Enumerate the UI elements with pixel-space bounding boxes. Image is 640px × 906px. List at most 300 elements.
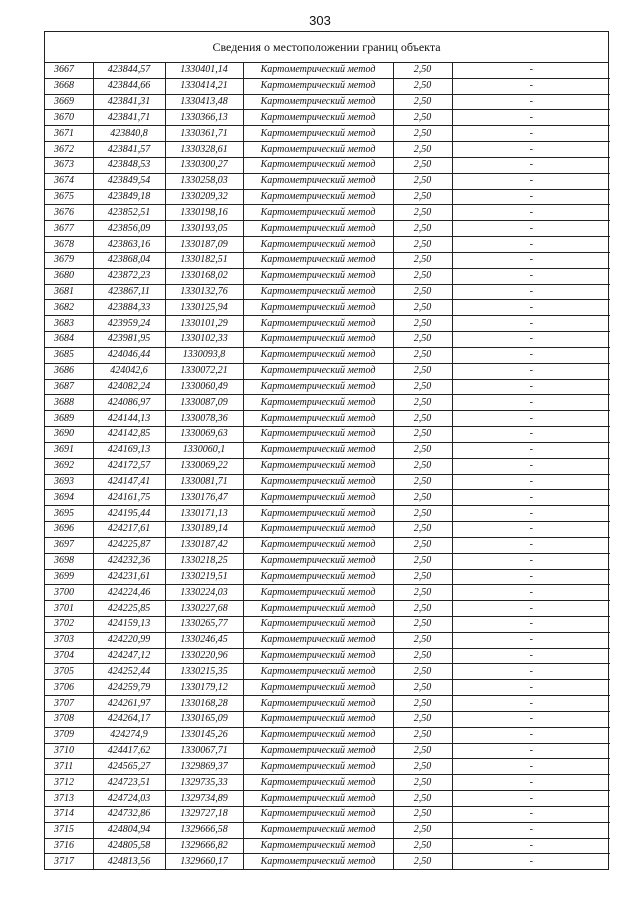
point-number-cell: 3717	[45, 854, 93, 869]
method-cell: Картометрический метод	[243, 490, 393, 506]
x-coordinate-cell: 424217,61	[93, 522, 165, 538]
table-row	[45, 759, 610, 775]
accuracy-cell: 2,50	[393, 189, 452, 205]
accuracy-cell: 2,50	[393, 332, 452, 348]
method-cell: Картометрический метод	[243, 648, 393, 664]
table-row	[45, 110, 610, 126]
description-cell: -	[452, 743, 610, 759]
method-cell: Картометрический метод	[243, 569, 393, 585]
point-number-cell: 3671	[45, 126, 93, 142]
x-coordinate-cell: 423841,71	[93, 110, 165, 126]
x-coordinate-cell: 424086,97	[93, 395, 165, 411]
point-number-cell: 3701	[45, 601, 93, 617]
y-coordinate-cell: 1329666,82	[165, 838, 243, 854]
y-coordinate-cell: 1329734,89	[165, 791, 243, 807]
method-cell: Картометрический метод	[243, 347, 393, 363]
table-row	[45, 284, 610, 300]
accuracy-cell: 2,50	[393, 474, 452, 490]
point-number-cell: 3670	[45, 110, 93, 126]
accuracy-cell: 2,50	[393, 522, 452, 538]
x-coordinate-cell: 424144,13	[93, 411, 165, 427]
accuracy-cell: 2,50	[393, 711, 452, 727]
y-coordinate-cell: 1330187,09	[165, 237, 243, 253]
table-row	[45, 791, 610, 807]
coordinates-table	[45, 63, 610, 869]
method-cell: Картометрический метод	[243, 806, 393, 822]
y-coordinate-cell: 1330060,49	[165, 379, 243, 395]
y-coordinate-cell: 1329735,33	[165, 775, 243, 791]
y-coordinate-cell: 1330227,68	[165, 601, 243, 617]
accuracy-cell: 2,50	[393, 506, 452, 522]
point-number-cell: 3709	[45, 727, 93, 743]
y-coordinate-cell: 1330179,12	[165, 680, 243, 696]
y-coordinate-cell: 1330069,63	[165, 427, 243, 443]
accuracy-cell: 2,50	[393, 648, 452, 664]
table-row	[45, 838, 610, 854]
y-coordinate-cell: 1330132,76	[165, 284, 243, 300]
y-coordinate-cell: 1330413,48	[165, 94, 243, 110]
x-coordinate-cell: 424042,6	[93, 363, 165, 379]
y-coordinate-cell: 1330168,28	[165, 696, 243, 712]
x-coordinate-cell: 423844,57	[93, 63, 165, 78]
table-row	[45, 63, 610, 78]
point-number-cell: 3672	[45, 142, 93, 158]
y-coordinate-cell: 1330189,14	[165, 522, 243, 538]
description-cell: -	[452, 142, 610, 158]
table-row	[45, 427, 610, 443]
table-row	[45, 221, 610, 237]
point-number-cell: 3675	[45, 189, 93, 205]
description-cell: -	[452, 284, 610, 300]
description-cell: -	[452, 490, 610, 506]
table-row	[45, 522, 610, 538]
y-coordinate-cell: 1330081,71	[165, 474, 243, 490]
description-cell: -	[452, 347, 610, 363]
description-cell: -	[452, 537, 610, 553]
table-row	[45, 632, 610, 648]
point-number-cell: 3706	[45, 680, 93, 696]
method-cell: Картометрический метод	[243, 395, 393, 411]
description-cell: -	[452, 759, 610, 775]
table-row	[45, 94, 610, 110]
point-number-cell: 3704	[45, 648, 93, 664]
table-row	[45, 616, 610, 632]
table-row	[45, 268, 610, 284]
section-title: Сведения о местоположении границ объекта	[45, 32, 608, 63]
y-coordinate-cell: 1330258,03	[165, 173, 243, 189]
description-cell: -	[452, 711, 610, 727]
point-number-cell: 3711	[45, 759, 93, 775]
accuracy-cell: 2,50	[393, 300, 452, 316]
description-cell: -	[452, 775, 610, 791]
point-number-cell: 3692	[45, 458, 93, 474]
accuracy-cell: 2,50	[393, 395, 452, 411]
point-number-cell: 3688	[45, 395, 93, 411]
point-number-cell: 3714	[45, 806, 93, 822]
method-cell: Картометрический метод	[243, 316, 393, 332]
y-coordinate-cell: 1330209,32	[165, 189, 243, 205]
point-number-cell: 3682	[45, 300, 93, 316]
y-coordinate-cell: 1330219,51	[165, 569, 243, 585]
x-coordinate-cell: 424259,79	[93, 680, 165, 696]
y-coordinate-cell: 1330171,13	[165, 506, 243, 522]
method-cell: Картометрический метод	[243, 664, 393, 680]
accuracy-cell: 2,50	[393, 316, 452, 332]
point-number-cell: 3674	[45, 173, 93, 189]
boundary-coordinates-sheet	[44, 31, 609, 870]
accuracy-cell: 2,50	[393, 632, 452, 648]
accuracy-cell: 2,50	[393, 759, 452, 775]
point-number-cell: 3696	[45, 522, 93, 538]
method-cell: Картометрический метод	[243, 727, 393, 743]
method-cell: Картометрический метод	[243, 94, 393, 110]
method-cell: Картометрический метод	[243, 237, 393, 253]
point-number-cell: 3699	[45, 569, 93, 585]
table-row	[45, 205, 610, 221]
description-cell: -	[452, 727, 610, 743]
x-coordinate-cell: 424169,13	[93, 442, 165, 458]
y-coordinate-cell: 1330176,47	[165, 490, 243, 506]
description-cell: -	[452, 363, 610, 379]
accuracy-cell: 2,50	[393, 284, 452, 300]
table-row	[45, 189, 610, 205]
table-row	[45, 173, 610, 189]
point-number-cell: 3669	[45, 94, 93, 110]
method-cell: Картометрический метод	[243, 458, 393, 474]
point-number-cell: 3691	[45, 442, 93, 458]
point-number-cell: 3673	[45, 157, 93, 173]
description-cell: -	[452, 442, 610, 458]
x-coordinate-cell: 423841,31	[93, 94, 165, 110]
table-row	[45, 252, 610, 268]
accuracy-cell: 2,50	[393, 94, 452, 110]
x-coordinate-cell: 423867,11	[93, 284, 165, 300]
point-number-cell: 3689	[45, 411, 93, 427]
y-coordinate-cell: 1330414,21	[165, 78, 243, 94]
y-coordinate-cell: 1330265,77	[165, 616, 243, 632]
y-coordinate-cell: 1330366,13	[165, 110, 243, 126]
y-coordinate-cell: 1330078,36	[165, 411, 243, 427]
accuracy-cell: 2,50	[393, 727, 452, 743]
description-cell: -	[452, 474, 610, 490]
point-number-cell: 3680	[45, 268, 93, 284]
table-row	[45, 316, 610, 332]
point-number-cell: 3676	[45, 205, 93, 221]
y-coordinate-cell: 1330328,61	[165, 142, 243, 158]
method-cell: Картометрический метод	[243, 173, 393, 189]
y-coordinate-cell: 1330087,09	[165, 395, 243, 411]
table-row	[45, 822, 610, 838]
point-number-cell: 3698	[45, 553, 93, 569]
x-coordinate-cell: 424224,46	[93, 585, 165, 601]
description-cell: -	[452, 78, 610, 94]
point-number-cell: 3697	[45, 537, 93, 553]
description-cell: -	[452, 379, 610, 395]
y-coordinate-cell: 1330168,02	[165, 268, 243, 284]
method-cell: Картометрический метод	[243, 759, 393, 775]
method-cell: Картометрический метод	[243, 711, 393, 727]
table-row	[45, 806, 610, 822]
table-row	[45, 300, 610, 316]
x-coordinate-cell: 423868,04	[93, 252, 165, 268]
description-cell: -	[452, 189, 610, 205]
x-coordinate-cell: 424225,87	[93, 537, 165, 553]
description-cell: -	[452, 838, 610, 854]
y-coordinate-cell: 1330072,21	[165, 363, 243, 379]
y-coordinate-cell: 1330246,45	[165, 632, 243, 648]
description-cell: -	[452, 806, 610, 822]
point-number-cell: 3678	[45, 237, 93, 253]
point-number-cell: 3705	[45, 664, 93, 680]
accuracy-cell: 2,50	[393, 110, 452, 126]
accuracy-cell: 2,50	[393, 490, 452, 506]
description-cell: -	[452, 157, 610, 173]
description-cell: -	[452, 569, 610, 585]
y-coordinate-cell: 1330220,96	[165, 648, 243, 664]
y-coordinate-cell: 1330361,71	[165, 126, 243, 142]
accuracy-cell: 2,50	[393, 585, 452, 601]
table-row	[45, 363, 610, 379]
method-cell: Картометрический метод	[243, 142, 393, 158]
x-coordinate-cell: 424724,03	[93, 791, 165, 807]
y-coordinate-cell: 1330165,09	[165, 711, 243, 727]
y-coordinate-cell: 1330215,35	[165, 664, 243, 680]
y-coordinate-cell: 1330069,22	[165, 458, 243, 474]
x-coordinate-cell: 424247,12	[93, 648, 165, 664]
coordinates-table-body	[45, 63, 610, 869]
method-cell: Картометрический метод	[243, 506, 393, 522]
description-cell: -	[452, 268, 610, 284]
point-number-cell: 3684	[45, 332, 93, 348]
description-cell: -	[452, 506, 610, 522]
method-cell: Картометрический метод	[243, 791, 393, 807]
point-number-cell: 3677	[45, 221, 93, 237]
method-cell: Картометрический метод	[243, 854, 393, 869]
method-cell: Картометрический метод	[243, 126, 393, 142]
method-cell: Картометрический метод	[243, 332, 393, 348]
method-cell: Картометрический метод	[243, 363, 393, 379]
x-coordinate-cell: 424161,75	[93, 490, 165, 506]
x-coordinate-cell: 423981,95	[93, 332, 165, 348]
accuracy-cell: 2,50	[393, 616, 452, 632]
table-row	[45, 601, 610, 617]
accuracy-cell: 2,50	[393, 569, 452, 585]
y-coordinate-cell: 1330067,71	[165, 743, 243, 759]
x-coordinate-cell: 424232,36	[93, 553, 165, 569]
description-cell: -	[452, 63, 610, 78]
y-coordinate-cell: 1329869,37	[165, 759, 243, 775]
y-coordinate-cell: 1330193,05	[165, 221, 243, 237]
accuracy-cell: 2,50	[393, 173, 452, 189]
x-coordinate-cell: 424252,44	[93, 664, 165, 680]
accuracy-cell: 2,50	[393, 680, 452, 696]
description-cell: -	[452, 237, 610, 253]
accuracy-cell: 2,50	[393, 442, 452, 458]
description-cell: -	[452, 458, 610, 474]
x-coordinate-cell: 423844,66	[93, 78, 165, 94]
x-coordinate-cell: 424261,97	[93, 696, 165, 712]
accuracy-cell: 2,50	[393, 363, 452, 379]
table-row	[45, 474, 610, 490]
point-number-cell: 3710	[45, 743, 93, 759]
accuracy-cell: 2,50	[393, 775, 452, 791]
accuracy-cell: 2,50	[393, 458, 452, 474]
table-row	[45, 411, 610, 427]
accuracy-cell: 2,50	[393, 664, 452, 680]
description-cell: -	[452, 601, 610, 617]
description-cell: -	[452, 94, 610, 110]
table-row	[45, 553, 610, 569]
x-coordinate-cell: 424732,86	[93, 806, 165, 822]
point-number-cell: 3683	[45, 316, 93, 332]
x-coordinate-cell: 423852,51	[93, 205, 165, 221]
x-coordinate-cell: 423841,57	[93, 142, 165, 158]
point-number-cell: 3702	[45, 616, 93, 632]
method-cell: Картометрический метод	[243, 268, 393, 284]
x-coordinate-cell: 424231,61	[93, 569, 165, 585]
y-coordinate-cell: 1330093,8	[165, 347, 243, 363]
point-number-cell: 3686	[45, 363, 93, 379]
point-number-cell: 3679	[45, 252, 93, 268]
x-coordinate-cell: 423872,23	[93, 268, 165, 284]
method-cell: Картометрический метод	[243, 616, 393, 632]
method-cell: Картометрический метод	[243, 252, 393, 268]
description-cell: -	[452, 252, 610, 268]
method-cell: Картометрический метод	[243, 522, 393, 538]
y-coordinate-cell: 1329666,58	[165, 822, 243, 838]
table-row	[45, 442, 610, 458]
y-coordinate-cell: 1329660,17	[165, 854, 243, 869]
x-coordinate-cell: 424417,62	[93, 743, 165, 759]
method-cell: Картометрический метод	[243, 632, 393, 648]
x-coordinate-cell: 424804,94	[93, 822, 165, 838]
x-coordinate-cell: 424082,24	[93, 379, 165, 395]
accuracy-cell: 2,50	[393, 427, 452, 443]
description-cell: -	[452, 427, 610, 443]
description-cell: -	[452, 648, 610, 664]
method-cell: Картометрический метод	[243, 284, 393, 300]
accuracy-cell: 2,50	[393, 806, 452, 822]
x-coordinate-cell: 423959,24	[93, 316, 165, 332]
method-cell: Картометрический метод	[243, 205, 393, 221]
accuracy-cell: 2,50	[393, 743, 452, 759]
point-number-cell: 3713	[45, 791, 93, 807]
table-row	[45, 696, 610, 712]
x-coordinate-cell: 424046,44	[93, 347, 165, 363]
description-cell: -	[452, 411, 610, 427]
method-cell: Картометрический метод	[243, 110, 393, 126]
x-coordinate-cell: 424195,44	[93, 506, 165, 522]
table-row	[45, 237, 610, 253]
method-cell: Картометрический метод	[243, 411, 393, 427]
x-coordinate-cell: 423849,54	[93, 173, 165, 189]
x-coordinate-cell: 423848,53	[93, 157, 165, 173]
table-row	[45, 648, 610, 664]
table-row	[45, 585, 610, 601]
point-number-cell: 3708	[45, 711, 93, 727]
description-cell: -	[452, 553, 610, 569]
accuracy-cell: 2,50	[393, 838, 452, 854]
point-number-cell: 3667	[45, 63, 93, 78]
y-coordinate-cell: 1330218,25	[165, 553, 243, 569]
y-coordinate-cell: 1330060,1	[165, 442, 243, 458]
y-coordinate-cell: 1329727,18	[165, 806, 243, 822]
table-row	[45, 775, 610, 791]
method-cell: Картометрический метод	[243, 63, 393, 78]
table-row	[45, 569, 610, 585]
point-number-cell: 3695	[45, 506, 93, 522]
method-cell: Картометрический метод	[243, 775, 393, 791]
description-cell: -	[452, 664, 610, 680]
description-cell: -	[452, 395, 610, 411]
method-cell: Картометрический метод	[243, 553, 393, 569]
table-row	[45, 664, 610, 680]
method-cell: Картометрический метод	[243, 427, 393, 443]
accuracy-cell: 2,50	[393, 126, 452, 142]
x-coordinate-cell: 424142,85	[93, 427, 165, 443]
description-cell: -	[452, 126, 610, 142]
accuracy-cell: 2,50	[393, 553, 452, 569]
description-cell: -	[452, 221, 610, 237]
point-number-cell: 3700	[45, 585, 93, 601]
accuracy-cell: 2,50	[393, 822, 452, 838]
point-number-cell: 3716	[45, 838, 93, 854]
table-row	[45, 458, 610, 474]
description-cell: -	[452, 696, 610, 712]
accuracy-cell: 2,50	[393, 696, 452, 712]
accuracy-cell: 2,50	[393, 252, 452, 268]
description-cell: -	[452, 522, 610, 538]
x-coordinate-cell: 424274,9	[93, 727, 165, 743]
x-coordinate-cell: 424225,85	[93, 601, 165, 617]
method-cell: Картометрический метод	[243, 680, 393, 696]
method-cell: Картометрический метод	[243, 442, 393, 458]
accuracy-cell: 2,50	[393, 379, 452, 395]
description-cell: -	[452, 822, 610, 838]
point-number-cell: 3712	[45, 775, 93, 791]
description-cell: -	[452, 332, 610, 348]
accuracy-cell: 2,50	[393, 537, 452, 553]
x-coordinate-cell: 423884,33	[93, 300, 165, 316]
y-coordinate-cell: 1330300,27	[165, 157, 243, 173]
x-coordinate-cell: 423863,16	[93, 237, 165, 253]
x-coordinate-cell: 424805,58	[93, 838, 165, 854]
description-cell: -	[452, 680, 610, 696]
x-coordinate-cell: 423840,8	[93, 126, 165, 142]
accuracy-cell: 2,50	[393, 157, 452, 173]
table-row	[45, 727, 610, 743]
y-coordinate-cell: 1330401,14	[165, 63, 243, 78]
accuracy-cell: 2,50	[393, 791, 452, 807]
y-coordinate-cell: 1330101,29	[165, 316, 243, 332]
method-cell: Картометрический метод	[243, 300, 393, 316]
point-number-cell: 3687	[45, 379, 93, 395]
accuracy-cell: 2,50	[393, 854, 452, 869]
x-coordinate-cell: 424723,51	[93, 775, 165, 791]
x-coordinate-cell: 424565,27	[93, 759, 165, 775]
description-cell: -	[452, 585, 610, 601]
description-cell: -	[452, 205, 610, 221]
x-coordinate-cell: 424159,13	[93, 616, 165, 632]
page-number: 303	[309, 13, 331, 28]
description-cell: -	[452, 173, 610, 189]
accuracy-cell: 2,50	[393, 142, 452, 158]
x-coordinate-cell: 424264,17	[93, 711, 165, 727]
description-cell: -	[529, 855, 533, 867]
accuracy-cell: 2,50	[393, 221, 452, 237]
table-row	[45, 347, 610, 363]
point-number-cell: 3703	[45, 632, 93, 648]
